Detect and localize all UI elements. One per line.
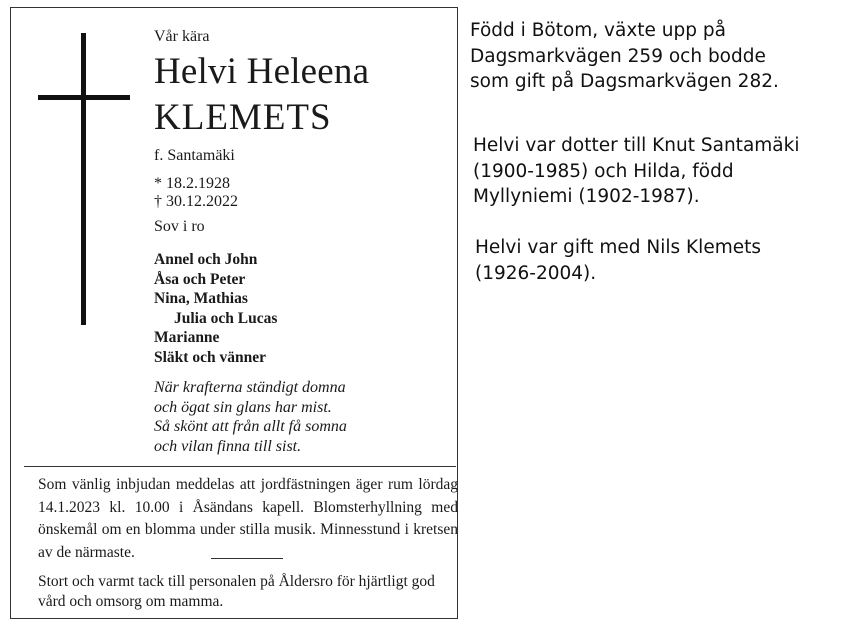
side-note-parents bbox=[473, 133, 800, 210]
funeral-announcement: Som vänlig inbjudan meddelas att jordfästningen äger rum lördag 14.1.2023 kl. 10.00 i Åsändans kapell. Blomsterhyllning med önskemål om en blomma under stilla musik. Minnesstund i kretsen av de närmaste. bbox=[38, 476, 458, 561]
mourner-line: Nina, Mathias bbox=[154, 290, 248, 307]
side-note-line: Myllyniemi (1902-1987). bbox=[473, 186, 700, 207]
thanks-text: Stort och varmt tack till personalen på Åldersro för hjärtligt god vård och omsorg om mamma. bbox=[38, 573, 435, 610]
poem-line: Så skönt att från allt få somna bbox=[154, 418, 347, 435]
maiden-name: f. Santamäki bbox=[154, 147, 235, 164]
mourner-line: Släkt och vänner bbox=[154, 348, 266, 366]
side-note-line: (1926-2004). bbox=[475, 262, 597, 284]
mourner-line: Marianne bbox=[154, 329, 220, 346]
mourner-line: Julia och Lucas bbox=[174, 309, 278, 327]
poem-line: När krafterna ständigt domna bbox=[154, 379, 346, 396]
mourner-line: Åsa och Peter bbox=[154, 270, 246, 288]
side-note-line: Dagsmarkvägen 259 och bodde bbox=[470, 45, 766, 67]
side-note-line: Helvi var dotter till Knut Santamäki bbox=[473, 135, 800, 156]
rest-phrase: Sov i ro bbox=[154, 218, 205, 235]
side-note-line: (1900-1985) och Hilda, född bbox=[473, 160, 734, 182]
deceased-first-names: Helvi Heleena bbox=[154, 51, 370, 92]
deceased-surname: KLEMETS bbox=[154, 97, 332, 138]
birth-date: * 18.2.1928 bbox=[154, 175, 230, 192]
cross-icon-bar bbox=[38, 95, 130, 100]
poem-line: och ögat sin glans har mist. bbox=[154, 398, 332, 416]
side-note-birthplace bbox=[470, 18, 779, 95]
divider bbox=[24, 466, 456, 467]
cross-icon bbox=[81, 33, 86, 325]
death-date: † 30.12.2022 bbox=[154, 193, 238, 210]
memorial-poem bbox=[154, 378, 347, 456]
mourners-list bbox=[154, 250, 277, 367]
mourner-line: Annel och John bbox=[154, 251, 258, 268]
short-divider bbox=[211, 558, 283, 559]
side-note-line: som gift på Dagsmarkvägen 282. bbox=[470, 71, 779, 92]
side-note-line: Född i Bötom, växte upp på bbox=[470, 20, 726, 41]
side-note-line: Helvi var gift med Nils Klemets bbox=[475, 237, 761, 258]
intro-text: Vår kära bbox=[154, 28, 210, 45]
poem-line: och vilan finna till sist. bbox=[154, 437, 302, 455]
obituary-notice bbox=[10, 7, 458, 619]
side-note-spouse bbox=[475, 235, 761, 286]
